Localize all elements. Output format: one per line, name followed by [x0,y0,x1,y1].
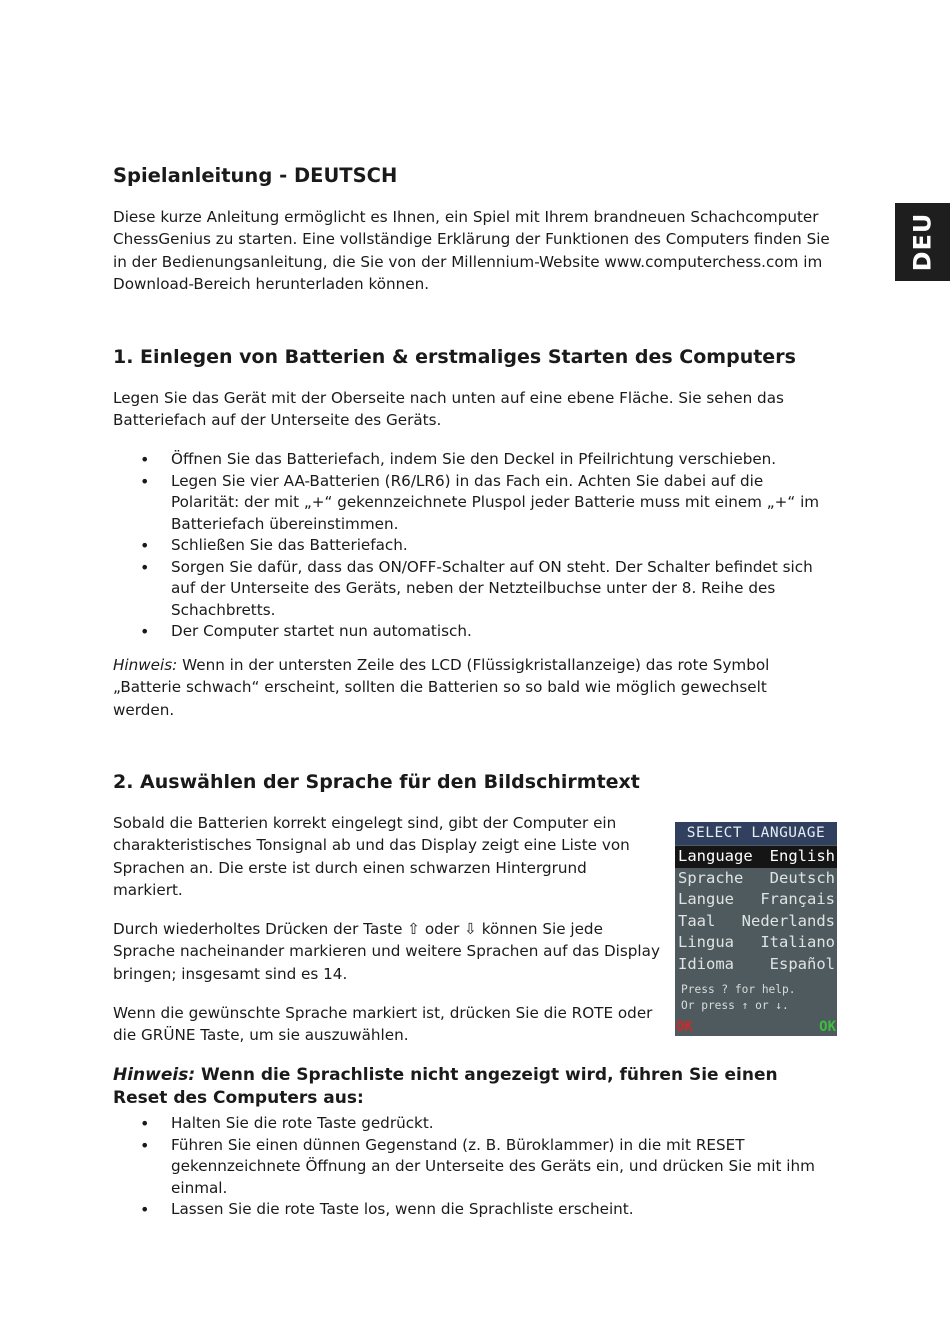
lcd-row-value: Deutsch [769,868,835,887]
language-tab-label: DEU [908,212,937,272]
list-item: • Legen Sie vier AA-Batterien (R6/LR6) in das Fach ein. Achten Sie dabei auf die Polarität: der mit „+“ gekennzeichnete Pluspol jeder Batterie muss mit einem „+“ im Batteriefach übereinstimmen. [113,471,828,536]
list-item: • Der Computer startet nun automatisch. [113,621,828,643]
intro-paragraph: Diese kurze Anleitung ermöglicht es Ihnen, ein Spiel mit Ihrem brandneuen Schachcomputer ChessGenius zu starten. Eine vollständige Erklärung der Funktionen des Computers finden Sie in der Bedienungsanleitung, die Sie von der Millennium-Website www.computerchess.com im Download-Bereich herunterladen können. [113,208,830,294]
lcd-row-label: Language [678,847,753,865]
lcd-help-line: Or press ↑ or ↓. [681,999,789,1012]
lcd-language-row [675,868,837,890]
lcd-row-value: Italiano [760,933,835,952]
lcd-header: SELECT LANGUAGE [675,822,837,845]
section2-note [113,1064,828,1110]
note-text: Wenn in der untersten Zeile des LCD (Flüssigkristallanzeige) das rote Symbol „Batterie schwach“ erscheint, sollten die Batterien so so bald wie möglich gewechselt werden. [113,656,770,719]
lcd-ok-red-label: OK [676,1019,693,1035]
section1-heading: 1. Einlegen von Batterien & erstmaliges Starten des Computers [113,346,796,368]
section2-paragraph-2: Durch wiederholtes Drücken der Taste ⇧ oder ⇩ können Sie jede Sprache nacheinander markieren und weitere Sprachen auf das Display bringen; insgesamt sind es 14. [113,920,660,983]
lcd-row-value: Nederlands [741,911,835,930]
lcd-row-value: Español [769,954,835,973]
section2-heading: 2. Auswählen der Sprache für den Bildschirmtext [113,771,640,793]
section2-paragraph-3: Wenn die gewünschte Sprache markiert ist, drücken Sie die ROTE oder die GRÜNE Taste, um sie auszuwählen. [113,1004,653,1045]
lcd-language-row-selected [675,846,837,868]
note-text: Wenn die Sprachliste nicht angezeigt wird, führen Sie einen Reset des Computers aus: [113,1065,778,1108]
lcd-language-row [675,911,837,933]
list-item: • Öffnen Sie das Batteriefach, indem Sie den Deckel in Pfeilrichtung verschieben. [113,449,828,471]
lcd-language-screen [675,822,837,1036]
section1-note [113,654,828,721]
lcd-help-line: Press ? for help. [681,983,796,996]
lcd-help-text [681,982,796,1014]
section1-paragraph: Legen Sie das Gerät mit der Oberseite nach unten auf eine ebene Fläche. Sie sehen das Batteriefach auf der Unterseite des Geräts. [113,389,784,430]
lcd-row-label: Langue [678,890,734,909]
lcd-language-row [675,889,837,911]
section1-bullet-list [113,449,828,643]
list-item: • Sorgen Sie dafür, dass das ON/OFF-Schalter auf ON steht. Der Schalter befindet sich auf der Unterseite des Geräts, neben der Netzteilbuchse unter der 8. Reihe des Schachbretts. [113,557,828,622]
lcd-row-label: Idioma [678,954,734,973]
list-item: • Halten Sie die rote Taste gedrückt. [113,1113,828,1135]
lcd-ok-green-label: OK [819,1019,836,1035]
lcd-language-row [675,954,837,976]
section2-paragraph-1: Sobald die Batterien korrekt eingelegt sind, gibt der Computer ein charakteristisches Tonsignal ab und das Display zeigt eine Liste von Sprachen an. Die erste ist durch einen schwarzen Hintergrund markiert. [113,814,630,900]
note-label: Hinweis: [113,1065,196,1085]
lcd-language-list [675,846,837,976]
list-item: • Führen Sie einen dünnen Gegenstand (z. B. Büroklammer) in die mit RESET gekennzeichnete Öffnung an der Unterseite des Geräts ein, und drücken Sie mit ihm einmal. [113,1135,828,1200]
lcd-language-row [675,932,837,954]
lcd-row-value: English [769,847,835,865]
page-title: Spielanleitung - DEUTSCH [113,164,398,187]
lcd-row-label: Lingua [678,933,734,952]
language-tab [895,203,950,281]
section2-bullet-list [113,1113,828,1221]
lcd-row-label: Taal [678,911,716,930]
note-label: Hinweis: [113,656,178,674]
list-item: • Lassen Sie die rote Taste los, wenn die Sprachliste erscheint. [113,1199,828,1221]
lcd-row-label: Sprache [678,868,744,887]
lcd-row-value: Français [760,890,835,909]
list-item: • Schließen Sie das Batteriefach. [113,535,828,557]
